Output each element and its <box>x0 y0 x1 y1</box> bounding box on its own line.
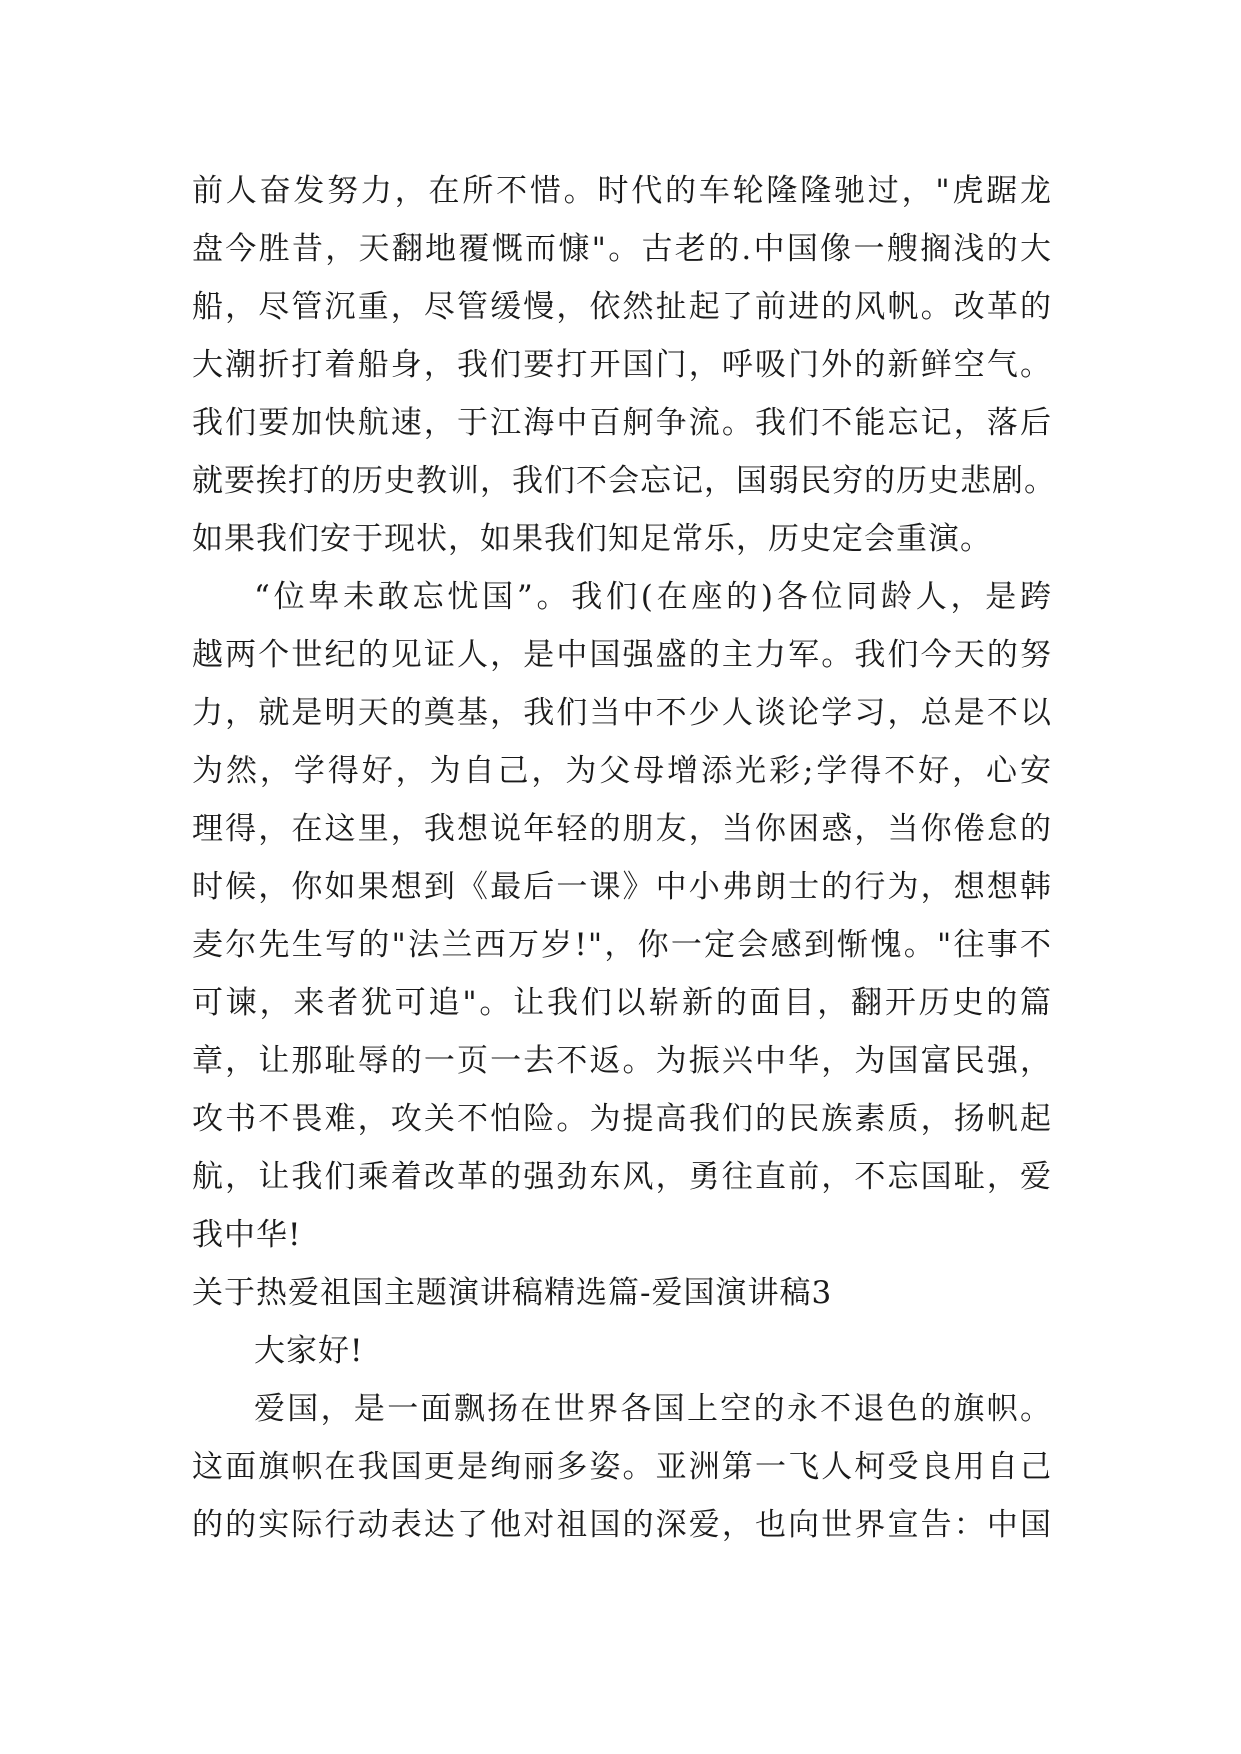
text-line: 我们要加快航速，于江海中百舸争流。我们不能忘记，落后 <box>192 405 1052 441</box>
text-line: 我中华! <box>192 1217 302 1253</box>
greeting: 大家好! <box>254 1333 364 1369</box>
paragraph-3 <box>192 1380 1052 1554</box>
text-line: 就要挨打的历史教训，我们不会忘记，国弱民穷的历史悲剧。 <box>192 463 1056 499</box>
text-line: 章，让那耻辱的一页一去不返。为振兴中华，为国富民强， <box>192 1043 1052 1079</box>
text-line: “位卑未敢忘忧国”。我们(在座的)各位同龄人，是跨 <box>254 579 1052 615</box>
text-line: 前人奋发努力，在所不惜。时代的车轮隆隆驰过，"虎踞龙 <box>192 173 1052 209</box>
text-line: 力，就是明天的奠基，我们当中不少人谈论学习，总是不以 <box>192 695 1052 731</box>
text-line: 航，让我们乘着改革的强劲东风，勇往直前，不忘国耻，爱 <box>192 1159 1052 1195</box>
text-line: 这面旗帜在我国更是绚丽多姿。亚洲第一飞人柯受良用自己 <box>192 1449 1052 1485</box>
text-line: 麦尔先生写的"法兰西万岁!"，你一定会感到惭愧。"往事不 <box>192 927 1052 963</box>
text-line: 可谏，来者犹可追"。让我们以崭新的面目，翻开历史的篇 <box>192 985 1052 1021</box>
text-line: 为然，学得好，为自己，为父母增添光彩;学得不好，心安 <box>192 753 1052 789</box>
paragraph-2 <box>192 568 1052 1264</box>
paragraph-1 <box>192 162 1056 568</box>
text-line: 越两个世纪的见证人，是中国强盛的主力军。我们今天的努 <box>192 637 1052 673</box>
text-line: 盘今胜昔，天翻地覆慨而慷"。古老的.中国像一艘搁浅的大 <box>192 231 1052 267</box>
document-body <box>192 162 1056 1554</box>
text-line: 大潮折打着船身，我们要打开国门，呼吸门外的新鲜空气。 <box>192 347 1052 383</box>
text-line: 的的实际行动表达了他对祖国的深爱，也向世界宣告：中国 <box>192 1507 1052 1543</box>
text-line: 时候，你如果想到《最后一课》中小弗朗士的行为，想想韩 <box>192 869 1052 905</box>
text-line: 理得，在这里，我想说年轻的朋友，当你困惑，当你倦怠的 <box>192 811 1052 847</box>
text-line: 攻书不畏难，攻关不怕险。为提高我们的民族素质，扬帆起 <box>192 1101 1052 1137</box>
text-line: 如果我们安于现状，如果我们知足常乐，历史定会重演。 <box>192 521 992 557</box>
text-line: 船，尽管沉重，尽管缓慢，依然扯起了前进的风帆。改革的 <box>192 289 1052 325</box>
section-title: 关于热爱祖国主题演讲稿精选篇-爱国演讲稿3 <box>192 1275 833 1311</box>
text-line: 爱国，是一面飘扬在世界各国上空的永不退色的旗帜。 <box>254 1391 1052 1427</box>
